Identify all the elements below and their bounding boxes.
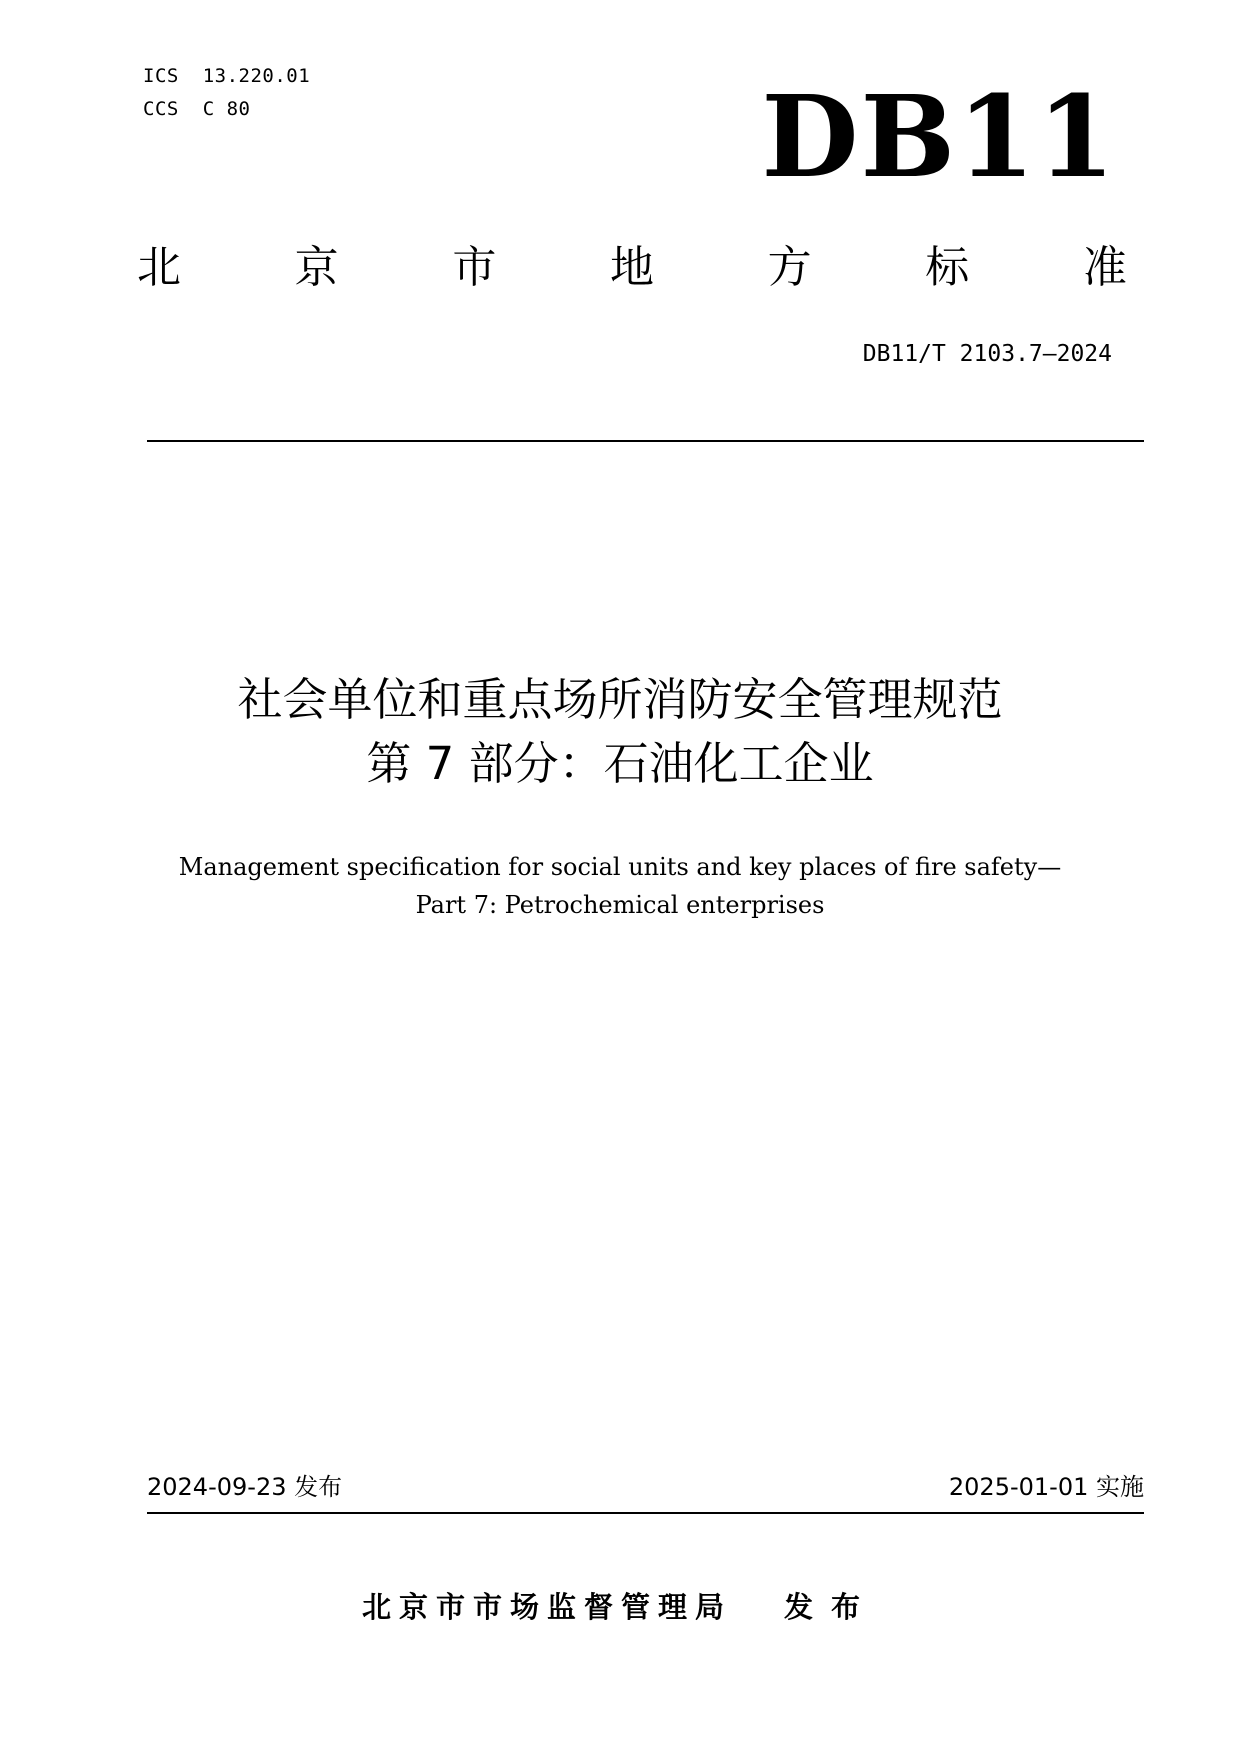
standard-kind-char: 标 — [925, 242, 970, 293]
standard-kind-char: 市 — [452, 242, 497, 293]
issuer-action: 发布 — [784, 1590, 879, 1624]
issuer — [0, 1585, 1240, 1629]
standard-kind-char: 北 — [137, 242, 181, 293]
standard-kind-char: 京 — [294, 242, 339, 293]
ccs-code: CCS C 80 — [143, 98, 251, 120]
chinese-title — [0, 668, 1240, 796]
bottom-divider — [147, 1512, 1144, 1514]
chinese-title-line-2: 第 7 部分：石油化工企业 — [366, 737, 874, 790]
publish-date: 2024-09-23 发布 — [147, 1473, 343, 1501]
top-divider — [147, 440, 1144, 442]
standard-brand-logo: DB11 — [761, 72, 1117, 203]
english-title — [0, 848, 1240, 924]
implement-date: 2025-01-01 实施 — [948, 1473, 1144, 1501]
english-title-line-1: Management specification for social units and key places of fire safety— — [178, 853, 1062, 881]
standard-kind-heading — [137, 238, 1127, 298]
chinese-title-line-1: 社会单位和重点场所消防安全管理规范 — [237, 673, 1003, 726]
standard-kind-char: 地 — [609, 242, 654, 293]
date-row — [147, 1465, 1144, 1509]
english-title-line-2: Part 7: Petrochemical enterprises — [415, 891, 825, 919]
standard-kind-char: 准 — [1082, 242, 1127, 293]
standard-number: DB11/T 2103.7—2024 — [862, 341, 1112, 367]
issuer-organization: 北京市市场监督管理局 — [361, 1590, 732, 1624]
ics-code: ICS 13.220.01 — [143, 65, 311, 87]
standard-kind-char: 方 — [767, 242, 812, 293]
classification-codes — [143, 60, 310, 126]
